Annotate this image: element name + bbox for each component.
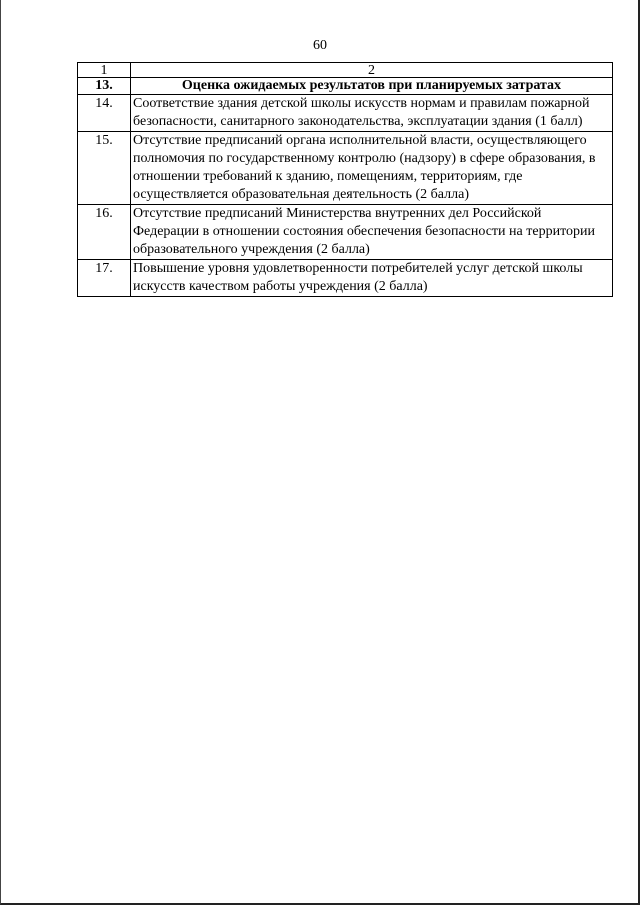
column-header-1: 1 (78, 63, 131, 78)
table-row (78, 95, 613, 132)
table-row (78, 132, 613, 205)
row-text: Отсутствие предписаний Министерства внутренних дел Российской Федерации в отношении состояния обеспечения безопасности на территории образовательного учреждения (2 балла) (131, 205, 613, 260)
row-number: 14. (78, 95, 131, 132)
table-row (78, 260, 613, 297)
table-row (78, 205, 613, 260)
row-text: Отсутствие предписаний органа исполнительной власти, осуществляющего полномочия по государственному контролю (надзору) в сфере образования, в отношении требований к зданию, помещениям, территориям, где осуществляется образовательная деятельность (2 балла) (131, 132, 613, 205)
row-number: 15. (78, 132, 131, 205)
row-text: Повышение уровня удовлетворенности потребителей услуг детской школы искусств качеством работы учреждения (2 балла) (131, 260, 613, 297)
criteria-table (77, 62, 613, 297)
section-title: Оценка ожидаемых результатов при планируемых затратах (131, 78, 613, 95)
table-header-row (78, 63, 613, 78)
column-header-2: 2 (131, 63, 613, 78)
page-number: 60 (313, 38, 327, 53)
row-number: 16. (78, 205, 131, 260)
section-row (78, 78, 613, 95)
row-text: Соответствие здания детской школы искусств нормам и правилам пожарной безопасности, санитарного законодательства, эксплуатации здания (1 балл) (131, 95, 613, 132)
section-number: 13. (78, 78, 131, 95)
row-number: 17. (78, 260, 131, 297)
